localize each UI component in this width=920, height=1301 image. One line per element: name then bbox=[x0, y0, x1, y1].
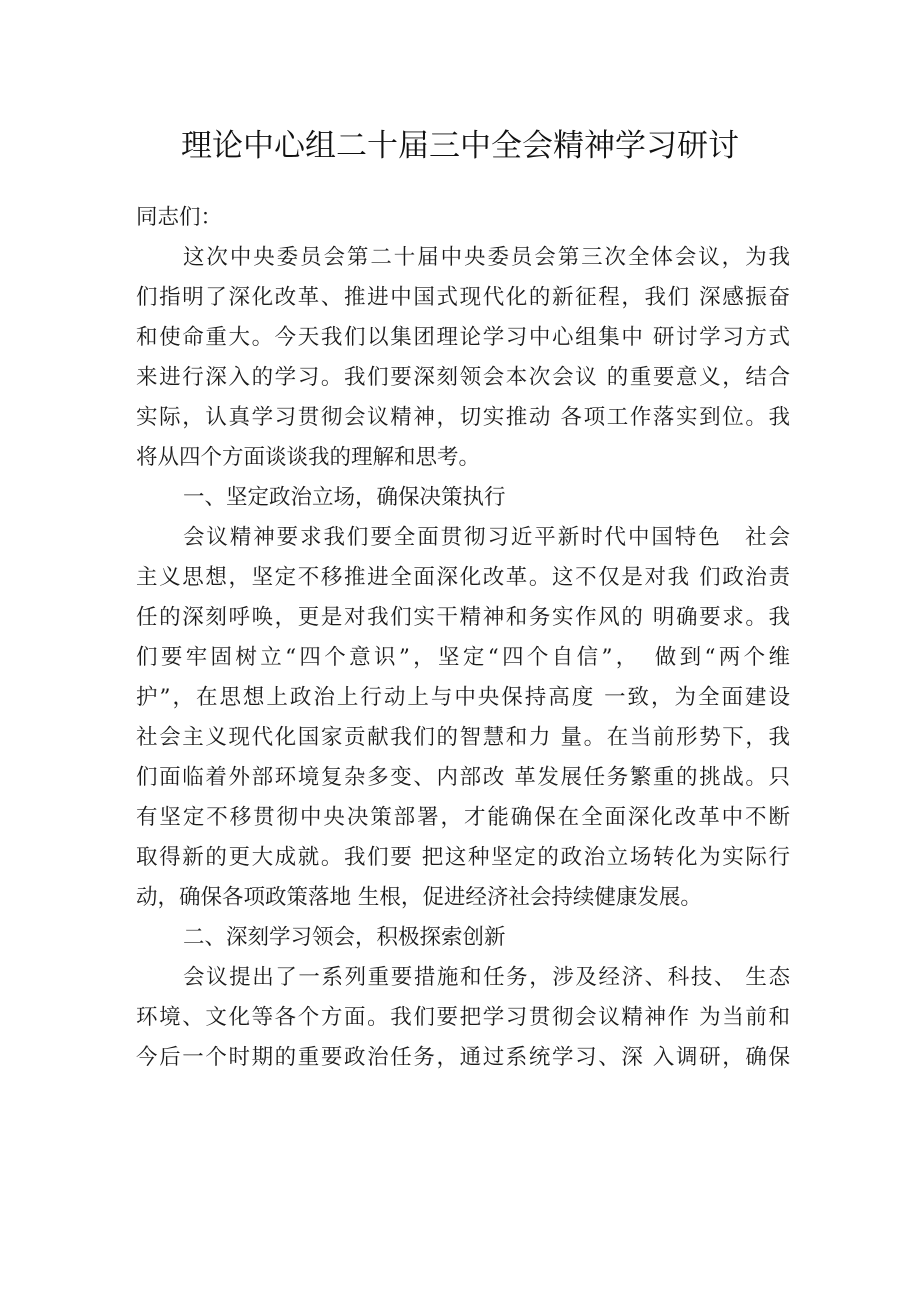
paragraph-line: 实际，认真学习贯彻会议精神，切实推动 各项工作落实到位。我 bbox=[136, 405, 790, 430]
paragraph-line: 社会主义现代化国家贡献我们的智慧和力 量。在当前形势下，我 bbox=[136, 725, 790, 750]
paragraph-line: 环境、文化等各个方面。我们要把学习贯彻会议精神作 为当前和 bbox=[136, 1005, 790, 1030]
salutation: 同志们： bbox=[136, 205, 223, 230]
paragraph-line: 会议精神要求我们要全面贯彻习近平新时代中国特色 社会 bbox=[183, 525, 790, 550]
paragraph-line: 们指明了深化改革、推进中国式现代化的新征程，我们 深感振奋 bbox=[136, 285, 790, 310]
section-heading-2: 二、深刻学习领会，积极探索创新 bbox=[183, 925, 506, 950]
paragraph-line: 取得新的更大成就。我们要 把这种坚定的政治立场转化为实际行 bbox=[136, 845, 790, 870]
paragraph-line: 会议提出了一系列重要措施和任务，涉及经济、科技、 生态 bbox=[183, 965, 790, 990]
paragraph-line: 和使命重大。今天我们以集团理论学习中心组集中 研讨学习方式 bbox=[136, 325, 790, 350]
paragraph-line: 来进行深入的学习。我们要深刻领会本次会议 的重要意义，结合 bbox=[136, 365, 790, 390]
section-heading-1: 一、坚定政治立场，确保决策执行 bbox=[183, 485, 506, 510]
paragraph-line: 将从四个方面谈谈我的理解和思考。 bbox=[136, 445, 481, 470]
paragraph-line: 护”，在思想上政治上行动上与中央保持高度 一致，为全面建设 bbox=[136, 685, 790, 710]
paragraph-line: 今后一个时期的重要政治任务，通过系统学习、深 入调研，确保 bbox=[136, 1045, 790, 1070]
paragraph-line: 有坚定不移贯彻中央决策部署，才能确保在全面深化改革中不断 bbox=[136, 805, 790, 830]
paragraph-line: 们要牢固树立“四个意识”，坚定“四个自信”， 做到“两个维 bbox=[136, 645, 790, 670]
document-title: 理论中心组二十届三中全会精神学习研讨 bbox=[181, 128, 739, 164]
paragraph-line: 这次中央委员会第二十届中央委员会第三次全体会议，为我 bbox=[183, 245, 790, 270]
paragraph-line: 动，确保各项政策落地 生根，促进经济社会持续健康发展。 bbox=[136, 885, 702, 910]
paragraph-line: 们面临着外部环境复杂多变、内部改 革发展任务繁重的挑战。只 bbox=[136, 765, 790, 790]
paragraph-line: 主义思想，坚定不移推进全面深化改革。这不仅是对我 们政治责 bbox=[136, 565, 790, 590]
paragraph-line: 任的深刻呼唤，更是对我们实干精神和务实作风的 明确要求。我 bbox=[136, 605, 790, 630]
document-body bbox=[136, 198, 790, 1078]
